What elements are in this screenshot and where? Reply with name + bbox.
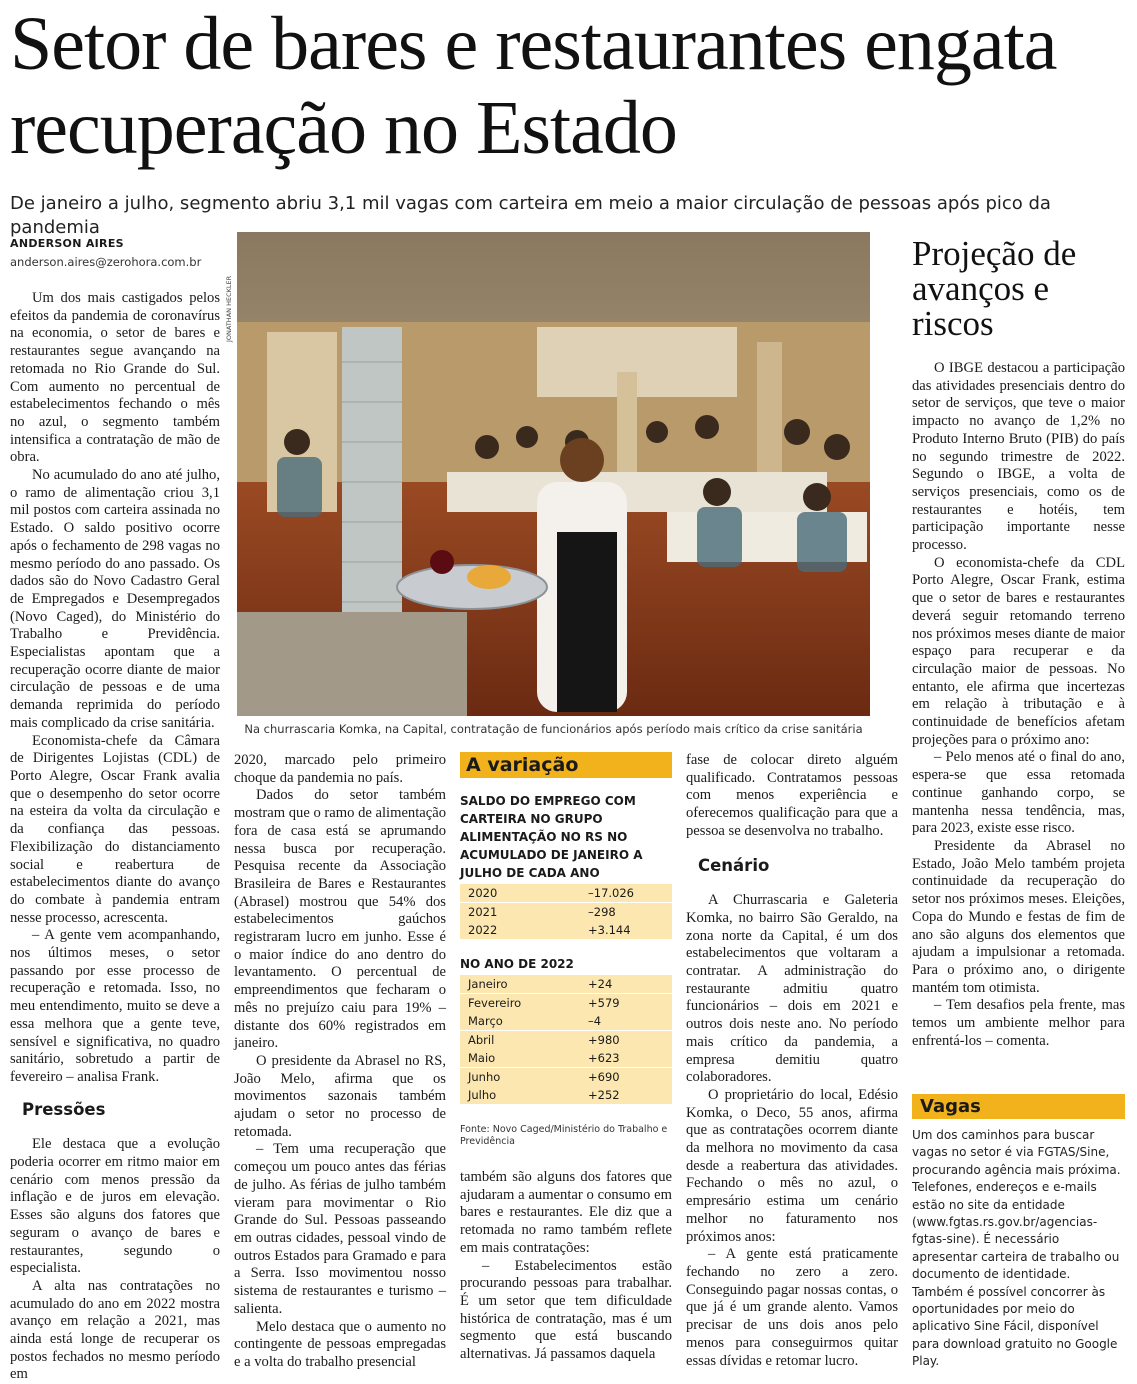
box-source: Fonte: Novo Caged/Ministério do Trabalho e Previdência — [460, 1124, 668, 1147]
month-label: Junho — [468, 1069, 501, 1084]
month-label: Abril — [468, 1032, 495, 1047]
vagas-title: Vagas — [912, 1094, 1125, 1119]
box-subtitle-years: SALDO DO EMPREGO COM CARTEIRA NO GRUPO ALIMENTAÇÃO NO RS NO ACUMULADO DE JANEIRO A JULHO DE CADA ANO — [460, 794, 643, 880]
month-row — [460, 975, 672, 993]
paragraph: No acumulado do ano até julho, o ramo de alimentação criou 3,1 mil postos com carteira assinada no Estado. O saldo positivo ocorre após o fechamento de 298 vagas no mesmo período do ano passado. Os dados são do Novo Cadastro Geral de Empregados e Desempregados (Novo Caged), do Ministério do Trabalho e Previdência. Especialistas apontam que a recuperação ocorre diante de maior circulação de pessoas e de uma demanda reprimida do período mais complicado da crise sanitária. — [10, 467, 220, 731]
side-title: Projeção de avanços e riscos — [912, 234, 1077, 343]
month-row — [460, 994, 672, 1012]
paragraph: Presidente da Abrasel no Estado, João Melo também projeta continuidade da recuperação do setor nos próximos meses. Eleições, Copa do Mundo e festas de fim de ano são alguns dos elementos que ajudam a impulsionar a retomada. Para o próximo ano, o dirigente mantém tom otimista. — [912, 837, 1125, 996]
paragraph: 2020, marcado pelo primeiro choque da pandemia no país. — [234, 752, 446, 786]
month-label: Julho — [468, 1088, 497, 1102]
section-heading-pressoes: Pressões — [22, 1099, 106, 1119]
paragraph: O proprietário do local, Edésio Komka, o Deco, 55 anos, afirma que as contratações ocorrem diante da melhora no movimento da casa desde a reabertura das atividades. Fechando o mês no azul, o empresário estima um cenário melhor no faturamento nos próximos anos: — [686, 1086, 898, 1245]
year-value: –298 — [588, 904, 616, 919]
box-title: A variação — [460, 752, 672, 778]
months-table — [460, 975, 672, 1104]
year-row — [460, 903, 672, 921]
paragraph: A Churrascaria e Galeteria Komka, no bairro São Geraldo, na zona norte da Capital, é um dos estabelecimentos que voltaram a contratar. A administração do restaurante admitiu quatro funcionários – dois em 2021 e outros dois neste ano. No período mais crítico da pandemia, a empresa demitiu quatro colaboradores. — [686, 892, 898, 1086]
month-value: +24 — [588, 977, 613, 991]
year-value: –17.026 — [588, 886, 634, 900]
month-row — [460, 1049, 672, 1067]
year-label: 2021 — [468, 904, 498, 919]
paragraph: também são alguns dos fatores que ajudaram a aumentar o consumo em bares e restaurantes. Ele diz que a retomada no ramo também reflete em mais contratações: — [460, 1169, 672, 1256]
paragraph: – Tem desafios pela frente, mas temos um ambiente melhor para enfrentá-los – comenta. — [912, 997, 1125, 1049]
headline: Setor de bares e restaurantes engata recuperação no Estado — [10, 2, 1057, 170]
year-label: 2022 — [468, 923, 498, 937]
month-row — [460, 1012, 672, 1030]
years-table — [460, 884, 672, 939]
paragraph: fase de colocar direto alguém qualificado. Contratamos pessoas com menos experiência e oferecemos qualificação para que a pessoa se desenvolva no trabalho. — [686, 752, 898, 839]
paragraph: – A gente vem acompanhando, nos últimos meses, o setor passando por esse processo de recuperação e retomada. Isso, no meu entendimento, muito se deve a essa melhora que a gente teve, sensível e significativa, no quadro sanitário, sobretudo a partir de fevereiro – analisa Frank. — [10, 927, 220, 1085]
paragraph: – Tem uma recuperação que começou um pouco antes das férias de julho. As férias de julho também vieram para movimentar o Rio Grande do Sul. Pessoas passeando em outras cidades, pessoal vindo de outros Estados para Gramado e para a Serra. Isso movimentou nosso sistema de restaurantes e turismo – salienta. — [234, 1141, 446, 1317]
month-value: +690 — [588, 1069, 620, 1084]
year-row — [460, 884, 672, 902]
year-label: 2020 — [468, 886, 498, 900]
month-value: +623 — [588, 1051, 620, 1065]
paragraph: Ele destaca que a evolução poderia ocorrer em ritmo maior em cenário com menos pressão da inflação e de juros em elevação. Esses são alguns dos fatores que seguram o avanço de bares e restaurantes, segundo o especialista. — [10, 1136, 220, 1277]
vagas-text: Um dos caminhos para buscar vagas no setor é via FGTAS/Sine, procurando agência mais próxima. Telefones, endereços e e-mails estão no site da entidade (www.fgtas.rs.gov.br/agencias-fgtas-sine). É necessário apresentar carteira de trabalho ou documento de identidade. Também é possível concorrer às oportunidades por meio do aplicativo Sine Fácil, disponível para download gratuito no Google Play. — [912, 1128, 1121, 1369]
paragraph: Economista-chefe da Câmara de Dirigentes Lojistas (CDL) de Porto Alegre, Oscar Frank avalia que o desempenho do setor ocorre na esteira da volta da circulação e da confiança das pessoas. Flexibilização do distanciamento social e reabertura de estabelecimentos diante do avanço do combate à pandemia entram nesse processo, acrescenta. — [10, 732, 220, 926]
photo-caption: Na churrascaria Komka, na Capital, contratação de funcionários após período mais crítico da crise sanitária — [244, 722, 863, 736]
paragraph: O IBGE destacou a participação das atividades presenciais dentro do setor de serviços, que teve o maior impacto no avanço de 1,2% no Produto Interno Bruto (PIB) do país no segundo trimestre de 2022. Segundo o IBGE, a volta de serviços presenciais, como os de restaurantes e hotéis, tem participação importante nesse processo. — [912, 360, 1125, 554]
paragraph: A alta nas contratações no acumulado do ano em 2022 mostra avanço em relação a 2021, mas ainda está longe de recuperar os postos fechados no mesmo período em — [10, 1277, 220, 1383]
column-2 — [234, 752, 446, 1372]
paragraph: Um dos mais castigados pelos efeitos da pandemia de coronavírus na economia, o setor de bares e restaurantes segue avançando na retomada no Rio Grande do Sul. Com aumento no percentual de estabelecimentos fechando o mês no azul, o segmento também intensifica a contratação de mão de obra. — [10, 290, 220, 466]
paragraph: Melo destaca que o aumento no contingente de pessoas empregadas e a volta do trabalho presencial — [234, 1318, 446, 1370]
month-label: Março — [468, 1014, 503, 1028]
restaurant-photo — [237, 232, 870, 716]
paragraph: – Pelo menos até o final do ano, espera-se que essa retomada continue ganhando corpo, se mantenha nessa tendência, mas, para 2023, existe esse risco. — [912, 749, 1125, 837]
photo-credit: JONATHAN HECKLER — [225, 275, 233, 342]
month-value: +579 — [588, 995, 620, 1010]
year-row — [460, 921, 672, 939]
paragraph: Dados do setor também mostram que o ramo de alimentação fora de casa está se aprumando nessa busca por recuperação. Pesquisa recente da Associação Brasileira de Bares e Restaurantes (Abrasel) mostrou que 54% dos estabelecimentos gaúchos registraram lucro em junho. Esse é o maior índice do ano dentro do levantamento. O percentual de empreendimentos que fecharam o mês no prejuízo caiu para 19% – distante dos 60% registrados em janeiro. — [234, 787, 446, 1052]
month-value: +252 — [588, 1088, 620, 1102]
paragraph: – A gente está praticamente fechando no zero a zero. Conseguindo pagar nossas contas, o que já é um grande alento. Vamos precisar de uns dois anos pelo menos para conseguirmos quitar essas dívidas e retomar lucro. — [686, 1246, 898, 1369]
paragraph: O presidente da Abrasel no RS, João Melo, afirma que os movimentos sazonais também ajudam o setor no processo de retomada. — [234, 1052, 446, 1140]
author-email: anderson.aires@zerohora.com.br — [10, 255, 202, 269]
subhead: De janeiro a julho, segmento abriu 3,1 mil vagas com carteira em meio a maior circulação de pessoas após pico da pandemia — [10, 193, 1051, 238]
column-4 — [686, 752, 898, 1370]
month-value: +980 — [588, 1032, 620, 1047]
author-name: ANDERSON AIRES — [10, 237, 124, 250]
side-column — [912, 360, 1125, 1050]
month-row — [460, 1086, 672, 1104]
vagas-box — [912, 1094, 1125, 1371]
month-value: –4 — [588, 1014, 602, 1028]
section-heading-cenario: Cenário — [698, 855, 770, 875]
variation-box — [460, 752, 672, 1148]
month-label: Janeiro — [468, 977, 508, 991]
column-3 — [460, 1169, 672, 1364]
month-row — [460, 1068, 672, 1086]
month-label: Maio — [468, 1051, 496, 1065]
paragraph: O economista-chefe da CDL Porto Alegre, Oscar Frank, estima que o setor de bares e restaurantes deverá seguir retomando terreno nos próximos meses diante de maior espaço para recuperar e da circulação maior de pessoas. No entanto, ele afirma que incertezas em relação à tributação e à continuidade de benefícios afetam projeções para o próximo ano: — [912, 554, 1125, 748]
paragraph: – Estabelecimentos estão procurando pessoas para trabalhar. É um setor que tem dificuldade histórica de contratação, mas é um segmento que está buscando alternativas. Já passamos daquela — [460, 1257, 672, 1363]
month-label: Fevereiro — [468, 995, 522, 1010]
month-row — [460, 1031, 672, 1049]
column-1 — [10, 290, 220, 1384]
year-value: +3.144 — [588, 923, 631, 937]
box-subtitle-months: NO ANO DE 2022 — [460, 957, 574, 971]
